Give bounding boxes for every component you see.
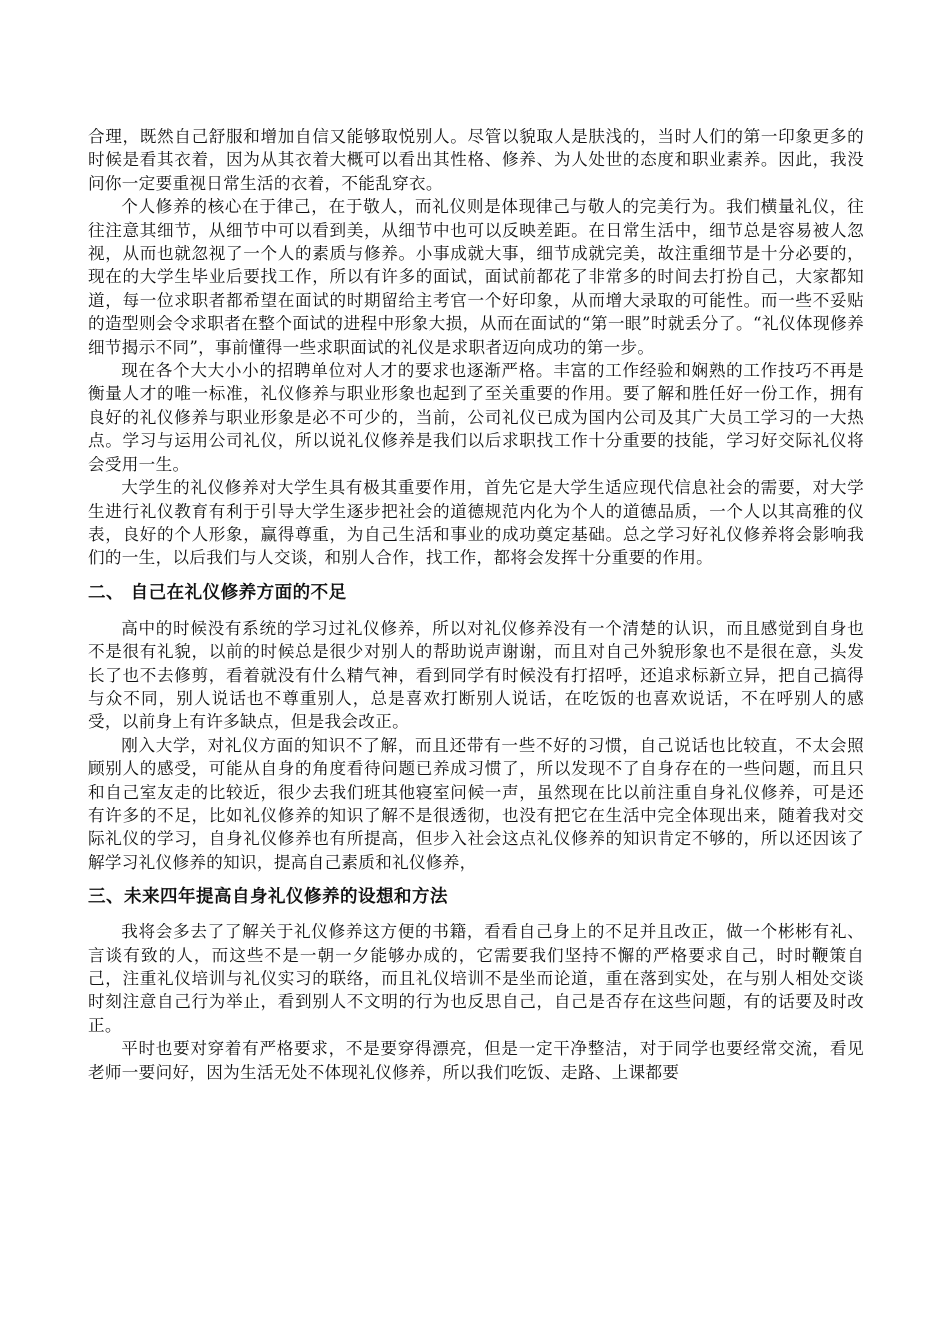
paragraph-high-school: 高中的时候没有系统的学习过礼仪修养，所以对礼仪修养没有一个清楚的认识，而且感觉到自身也不是很有礼貌，以前的时候总是很少对别人的帮助说声谢谢，而且对自己外貌形象也不是很在意，头发长了也不去修剪，看着就没有什么精气神，看到同学有时候没有打招呼，还追求标新立异，把自己搞得与众不同，别人说话也不尊重别人，总是喜欢打断别人说话，在吃饭的也喜欢说话，不在呼别人的感受，以前身上有许多缺点，但是我会改正。 (88, 618, 864, 732)
section-heading-plans: 三、未来四年提高自身礼仪修养的设想和方法 (88, 887, 448, 908)
paragraph-reading-plan: 我将会多去了了解关于礼仪修养这方便的书籍，看看自己身上的不足并且改正，做一个彬彬有礼、言谈有致的人，而这些不是一朝一夕能够办成的，它需要我们坚持不懈的严格要求自己，时时鞭策自己，注重礼仪培训与礼仪实习的联络，而且礼仪培训不是坐而论道，重在落到实处，在与别人相处交谈时刻注意自己行为举止，看到别人不文明的行为也反思自己，自己是否存在这些问题，有的话要及时改正。 (88, 922, 864, 1035)
paragraph-importance: 大学生的礼仪修养对大学生具有极其重要作用，首先它是大学生适应现代信息社会的需要，对大学生进行礼仪教育有利于引导大学生逐步把社会的道德规范内化为个人的道德品质，一个人以其高雅的仪表，良好的个人形象，赢得尊重，为自己生活和事业的成功奠定基础。总之学习好礼仪修养将会影响我们的一生，以后我们与人交谈，和别人合作，找工作，都将会发挥十分重要的作用。 (88, 478, 864, 568)
paragraph-dress-plan: 平时也要对穿着有严格要求，不是要穿得漂亮，但是一定干净整洁，对于同学也要经常交流，看见老师一要问好，因为生活无处不体现礼仪修养，所以我们吃饭、走路、上课都要 (88, 1039, 864, 1082)
document-page (88, 125, 864, 1084)
paragraph-recruitment: 现在各个大大小小的招聘单位对人才的要求也逐渐严格。丰富的工作经验和娴熟的工作技巧不再是衡量人才的唯一标准，礼仪修养与职业形象也起到了至关重要的作用。要了解和胜任好一份工作，拥有良好的礼仪修养与职业形象是必不可少的，当前，公司礼仪已成为国内公司及其广大员工学习的一大热点。学习与运用公司礼仪，所以说礼仪修养是我们以后求职找工作十分重要的技能，学习好交际礼仪将会受用一生。 (88, 361, 864, 474)
paragraph-university: 刚入大学，对礼仪方面的知识不了解，而且还带有一些不好的习惯，自己说话也比较直，不太会照顾别人的感受，可能从自身的角度看待问题已养成习惯了，所以发现不了自身存在的一些问题，而且只和自己室友走的比较近，很少去我们班其他寝室问候一声，虽然现在比以前注重自身礼仪修养，可是还有许多的不足，比如礼仪修养的知识了解不是很透彻，也没有把它在生活中完全体现出来，随着我对交际礼仪的学习，自身礼仪修养也有所提高，但步入社会这点礼仪修养的知识肯定不够的，所以还因该了解学习礼仪修养的知识，提高自己素质和礼仪修养， (88, 735, 864, 872)
section-heading-shortcomings: 二、 自己在礼仪修养方面的不足 (88, 582, 347, 603)
paragraph-self-discipline: 个人修养的核心在于律己，在于敬人，而礼仪则是体现律己与敬人的完美行为。我们横量礼仪，往往注意其细节，从细节中可以看到美，从细节中也可以反映差距。在日常生活中，细节总是容易被人忽视，从而也就忽视了一个人的素质与修养。小事成就大事，细节成就完美，故注重细节是十分必要的，现在的大学生毕业后要找工作，所以有许多的面试，面试前都花了非常多的时间去打扮自己，大家都知道，每一位求职者都希望在面试的时期留给主考官一个好印象，从而增大录取的可能性。而一些不妥贴的造型则会令求职者在整个面试的进程中形象大损，从而在面试的“第一眼”时就丢分了。“礼仪体现修养细节揭示不同”，事前懂得一些求职面试的礼仪是求职者迈向成功的第一步。 (88, 197, 864, 357)
paragraph-continued: 合理，既然自己舒服和增加自信又能够取悦别人。尽管以貌取人是肤浅的，当时人们的第一印象更多的时候是看其衣着，因为从其衣着大概可以看出其性格、修养、为人处世的态度和职业素养。因此，我没问你一定要重视日常生活的衣着，不能乱穿衣。 (88, 127, 864, 193)
